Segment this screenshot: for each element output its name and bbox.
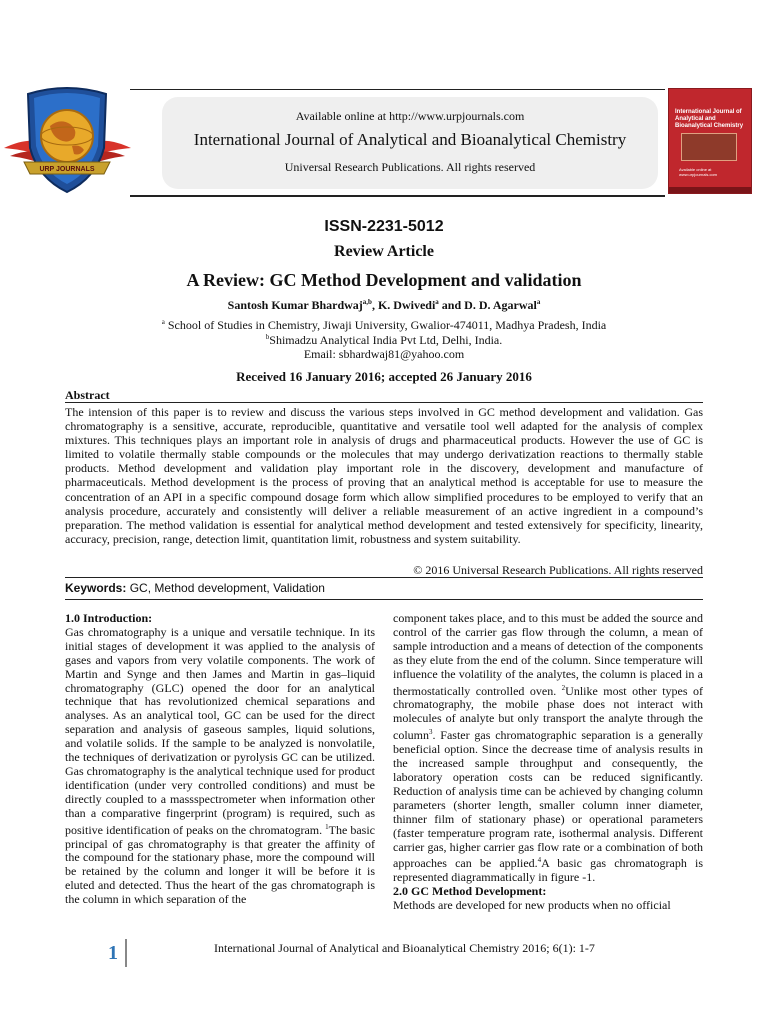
cover-title: International Journal of Analytical and Bioanalytical Chemistry [675, 109, 744, 129]
abstract-copyright: © 2016 Universal Research Publications. All rights reserved [413, 563, 703, 577]
keywords-top-rule [65, 577, 703, 578]
header-bottom-rule [130, 195, 665, 197]
author-sep: and [438, 298, 465, 312]
author-sup: a [536, 298, 541, 306]
paragraph: component takes place, and to this must be added the source and control of the carrier gas flow through the column, a mean of sample introduction and a means of detection of the components as they elute from the end of the column. Since temperature will influence the volatility of the analytes, the column is placed in a thermostatically controlled oven. [393, 611, 703, 698]
body-right-column [393, 612, 703, 913]
keywords-label: Keywords: [65, 581, 127, 595]
author-email: Email: sbhardwaj81@yahoo.com [303, 347, 465, 361]
cover-strip [669, 187, 751, 193]
citation-ref: 4 [537, 856, 542, 865]
available-online: Available online at http://www.urpjournals.com [295, 109, 525, 123]
footer-divider [125, 939, 127, 967]
affiliation-a [0, 318, 768, 333]
author-list [0, 298, 768, 313]
paragraph: A basic gas chromatograph is represented diagrammatically in figure -1. [393, 856, 703, 885]
paragraph: . Faster gas chromatographic separation is a generally beneficial option. Since the decrease time of analysis results in the increased sample throughput and consequently, the laboratory operation costs can be reduced significantly. Reduction of analysis time can be achieved by changing column parameters (shorter length, smaller column inner diameter, thinner film of stationary phase) or operational parameters (faster temperature program rate, isothermal analysis. Different carrier gas, higher carrier gas flow rate or a combination of both approaches can be applied. [393, 728, 703, 871]
article-title: A Review: GC Method Development and validation [186, 270, 582, 290]
journal-cover-image [668, 88, 752, 194]
citation-ref: 3 [429, 728, 433, 737]
issn: ISSN-2231-5012 [324, 218, 444, 235]
journal-logo [0, 78, 135, 198]
abstract-label: Abstract [65, 388, 110, 402]
author-name: Santosh Kumar Bhardwaj [227, 298, 363, 312]
citation-ref: 1 [325, 822, 329, 831]
section2-heading: 2.0 GC Method Development: [393, 884, 547, 899]
keywords-text: GC, Method development, Validation [126, 581, 325, 595]
paragraph: The basic principal of gas chromatography is that greater the affinity of the compound for the stationary phase, more the compound will be retained by the column and longer it will be before it is eluted and detected. Thus the heart of the gas chromatograph is the column in which separation of the [65, 822, 375, 907]
received-dates: Received 16 January 2016; accepted 26 January 2016 [236, 369, 532, 384]
author-name: D. D. Agarwal [464, 298, 537, 312]
body-left-column [65, 612, 375, 907]
aff-sup: a [161, 318, 165, 326]
author-sup: a [435, 298, 439, 306]
aff-text: Shimadzu Analytical India Pvt Ltd, Delhi, India. [269, 333, 503, 347]
aff-sup: b [265, 333, 270, 341]
intro-heading: 1.0 Introduction: [65, 611, 153, 625]
paragraph: Unlike most other types of chromatography, the mobile phase does not interact with molecules of analyte but only transport the analyte through the column [393, 683, 703, 743]
logo-text: URP JOURNALS [39, 166, 95, 173]
cover-photo [681, 133, 737, 161]
rights-line: Universal Research Publications. All rights reserved [284, 160, 536, 174]
abstract-top-rule [65, 402, 703, 403]
keywords-bottom-rule [65, 599, 703, 600]
paragraph: Methods are developed for new products when no official [393, 898, 671, 913]
keywords [65, 581, 325, 595]
cover-footer [679, 167, 743, 177]
footer-citation: International Journal of Analytical and Bioanalytical Chemistry 2016; 6(1): 1-7 [214, 941, 595, 955]
article-type: Review Article [334, 243, 434, 260]
paragraph: Gas chromatography is a unique and versatile technique. In its initial stages of development it was applied to the analysis of gases and vapors from very volatile components. The work of Martin and Synge and then James and Martin in gas–liquid chromatography (GLC) opened the door for an analytical technique that has revolutionized chemical separations and analyses. As an analytical tool, GC can be used for the direct separation and analysis of gaseous samples, liquid solutions, and volatile solids. If the sample to be analyzed is nonvolatile, the techniques of derivatization or pyrolysis GC can be utilized. Gas chromatography is the analytical technique used for product identification (under very controlled conditions) and must be directly coupled to a massspectrometer when information other than a comparative fingerprint (program) is required, such as positive identification of peaks on the chromatogram. [65, 624, 375, 837]
aff-text: School of Studies in Chemistry, Jiwaji University, Gwalior-474011, Madhya Pradesh, India [164, 318, 607, 332]
cover-url: www.urpjournals.com [679, 172, 718, 177]
author-sep: , [371, 298, 378, 312]
abstract-text: The intension of this paper is to review and discuss the various steps involved in GC method development and validation. Gas chromatography is a sensitive, accurate, reproducible, quantitative and versatile tool well adapted for the analysis of complex mixtures. This techniques plays an important role in analysis of drugs and pharmaceutical products. However the use of GC is limited to volatile thermally stable compounds or the molecules that may undergo derivatization reactions to thermally stable products. Method development and validation play important role in the discovery, development and manufacture of pharmaceuticals. Method development is the process of proving that an analytical method is acceptable for use to measure the concentration of an API in a specific compound dosage form which allow simplified procedures to be employed to verify that an analysis procedure, accurately and consistently will deliver a reliable measurement of an active ingredient in a compound’s preparation. The method validation is essential for analytical method development and tested extensively for specificity, linearity, accuracy, precision, range, detection limit, quantitation limit, robustness and system suitability. [65, 405, 703, 546]
affiliation-b [0, 333, 768, 348]
cover-available: Available online at [679, 167, 712, 172]
author-sup: a,b [362, 298, 372, 306]
citation-ref: 2 [561, 683, 566, 692]
page-number: 1 [108, 942, 118, 964]
author-name: K. Dwivedi [377, 298, 436, 312]
header-top-rule [130, 89, 665, 90]
journal-name: International Journal of Analytical and Bioanalytical Chemistry [193, 130, 627, 149]
